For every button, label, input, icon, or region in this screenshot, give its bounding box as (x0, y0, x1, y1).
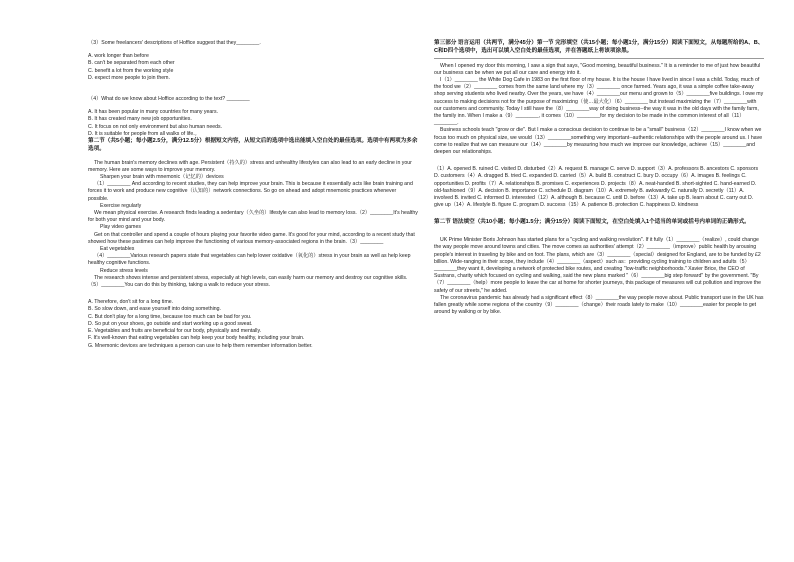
passage-heading-mnemonic: Sharpen your brain with mnemonic（记忆的）devices (100, 174, 224, 181)
choice-a: A. Therefore, don't sit for a long time. (88, 299, 174, 306)
choice-e: E. Vegetables and fruits are beneficial for our body, physically and mentally. (88, 328, 262, 335)
question-3-option-a: A. work longer than before (88, 53, 149, 60)
question-3-option-b: B. can't be separated from each other (88, 60, 175, 67)
passage-blank-4: （4）________Various research papers state that vegetables can help lower oxidative（氧化的）stress in your brain as well as help keep healthy cognitive functions. (88, 253, 411, 267)
choice-f: F. It's well-known that eating vegetables can help keep your body healthy, including your brain. (88, 335, 305, 342)
part-3-header: 第三部分 语言运用（共两节，满分45分）第一节 完形填空（共15小题；每小题1分，满分15分）阅读下面短文，从每题所给的A、B、C和D四个选项中，选出可以填入空白处的最佳选项，并在答题纸上将该项涂黑。 (434, 40, 764, 54)
left-column (88, 40, 418, 542)
question-4-option-d: D. It is suitable for people from all walks of life.。 (88, 130, 200, 137)
question-4-option-b: B. It has created many new job opportunities. (88, 116, 192, 123)
passage-heading-vegetables: Eat vegetables (100, 246, 135, 253)
choice-b: B. So slow down, and ease yourself into doing something. (88, 306, 221, 313)
cloze-paragraph-2: I（1）________ the White Dog Cafe in 1983 on the first floor of my house. It is the house I have lived in since I was a child. Today, much of the food we（2）________ comes from the same land where my（3）________ once farmed. Years ago, it was a simple coffee take-away shop serving students who lived nearby. Over the years, we have（4）________our menu and grown to（5）________five buildings. I owe my success to making decisions not for the purpose of maximizing（使…最大化）（6）________ but instead maximizing the（7）________with our customers and community. Today I still have the（8）________way of doing business--the way it was in the old days with the family farm, the family inn. When I make a（9）________, it comes（10）________for my decision to be made in the common interest of all（11）________. (434, 77, 764, 127)
passage-intro: The human brain's memory declines with age. Persistent（持久的）stress and unhealthy lifestyles can also lead to an early decline in your memory. Here are some ways to improve your memory. (88, 159, 412, 173)
passage-heading-games: Play video games (100, 224, 141, 231)
header-divider (434, 58, 764, 59)
question-4-option-c: C. It focus on not only environment but also human needs. (88, 123, 223, 130)
question-3-option-d: D. expect more people to join them. (88, 74, 170, 81)
passage-blank-3: Get on that controller and spend a couple of hours playing your favorite video game. It's good for your mind, according to a recent study that showed how these pastimes can help improve the functioning of various memory-associated regions in the brain.（3）________ (88, 231, 415, 245)
question-4-stem: （4）What do we know about Hoffice according to the text? ________ (88, 96, 250, 103)
cloze-options: （1）A. opened B. ruined C. visited D. disturbed（2）A. request B. manage C. serve D. support（3）A. professors B. ancestors C. sponsors D. customers（4）A. dragged B. tried C. expanded D. carried（5）A. build B. construct C. bury D. occupy（6）A. images B. feelings C. opportunities D. profits（7）A. relationships B. promises C. experiences D. projects（8）A. neat-handed B. short-sighted C. hand-earned D. old-fashioned（9）A. decision B. importance C. schedule D. diagram（10）A. extremely B. awkwardly C. naturally D. secretly（11）A. involved B. invited C. informed D. interested（12）A. although B. because C. until D. before（13）A. take up B. learn about C. carry out D. give up（14）A. lifestyle B. figure C. program D. success（15）A. patience B. protection C. happiness D. kindness (434, 166, 759, 209)
grammar-paragraph-1: UK Prime Minister Boris Johnson has started plans for a "cycling and walking revolution". If it fully（1）________（realize）, could change the way people move around towns and cities. The move comes as authorities' attempt（2）________（improve）public health by arousing people's interest in traveling by bike and on foot. The plans, which are（3）________（special）designed for England, are to be funded by £2 billion. Wide-ranging in their scope, they include（4）________（aspect）such as：providing cycling training to children and adults（5）________they want it, developing a network of protected bike routes, and creating "low-traffic neighborhoods." Xavier Brice, the CEO of Sustrans, charity which focused on cycling and walking, said the new plans marked "（6）________big step forward" by the government. "By（7）________（help）more people to leave the car at home for shorter journeys, this package of measures will cut pollution and improve the safety of our streets," he added. (434, 237, 761, 294)
cloze-paragraph-1: When I opened my door this morning, I saw a sign that says, "Good morning, beautiful business." It is a reminder to me of just how beautiful our business can be when we put all our care and energy into it. (434, 62, 761, 76)
question-4-option-a: A. It has been popular in many countries for many years. (88, 109, 219, 116)
passage-blank-5: The research shows intense and persistent stress, especially at high levels, can easily harm our memory and destroy our cognitive skills.（5）________You can do this by thinking, taking a walk to reduce your stress. (88, 274, 408, 289)
passage-blank-1: （1）________ And according to recent studies, they can help improve your brain. This is because it essentially acts like brain training and forces it to work and produce new cognitive（认知的）network connections. So go on ahead and adopt mnemonic practices whenever possible. (88, 181, 413, 202)
grammar-section-header: 第二节 语法填空（共10小题；每小题1.5分；满分15分）阅读下面短文，在空白处填入1个适当的单词或括号内单词的正确形式。 (434, 219, 750, 226)
passage-blank-2: We mean physical exercise. A research finds leading a sedentary（久坐的）lifestyle can also lead to memory loss.（2）________It's healthy for both your mind and your body. (88, 210, 418, 224)
section-2-header: 第二节（共5小题；每小题2.5分，满分12.5分）根据短文内容，从短文后的选项中选出能填入空白处的最佳选项。选项中有两项为多余选项。 (88, 138, 418, 152)
choice-d: D. So put on your shoes, go outside and start working up a good sweat. (88, 320, 253, 327)
choice-g: G. Mnemonic devices are techniques a person can use to help them remember information better. (88, 342, 313, 349)
question-3-stem: （3）Some freelancers' descriptions of Hoffice suggest that they________. (88, 40, 261, 46)
cloze-paragraph-3: Business schools teach "grow or die". But I make a conscious decision to continue to be a "small" business（12）________I know when we focus too much on physical size, we would（13）________something very important--authentic relationships with the people around us. I have come to realize that we can measure our（14）________by measuring how much we improve our knowledge, achieve（15）________and deepen our relationships. (434, 127, 763, 156)
grammar-paragraph-2: The coronavirus pandemic has already had a significant effect（8）________the way people move about. Public transport use in the UK has fallen greatly while some regions of the country（9）________（change）their roads lately to make（10）________easier for people to get around by walking or by bike. (434, 294, 764, 316)
passage-heading-exercise: Exercise regularly (100, 202, 142, 209)
passage-heading-stress: Reduce stress levels (100, 267, 148, 274)
choice-c: C. But don't play for a long time, because too much can be bad for you. (88, 313, 252, 320)
question-3-option-c: C. benefit a lot from the working style (88, 67, 174, 74)
right-column (434, 40, 764, 542)
